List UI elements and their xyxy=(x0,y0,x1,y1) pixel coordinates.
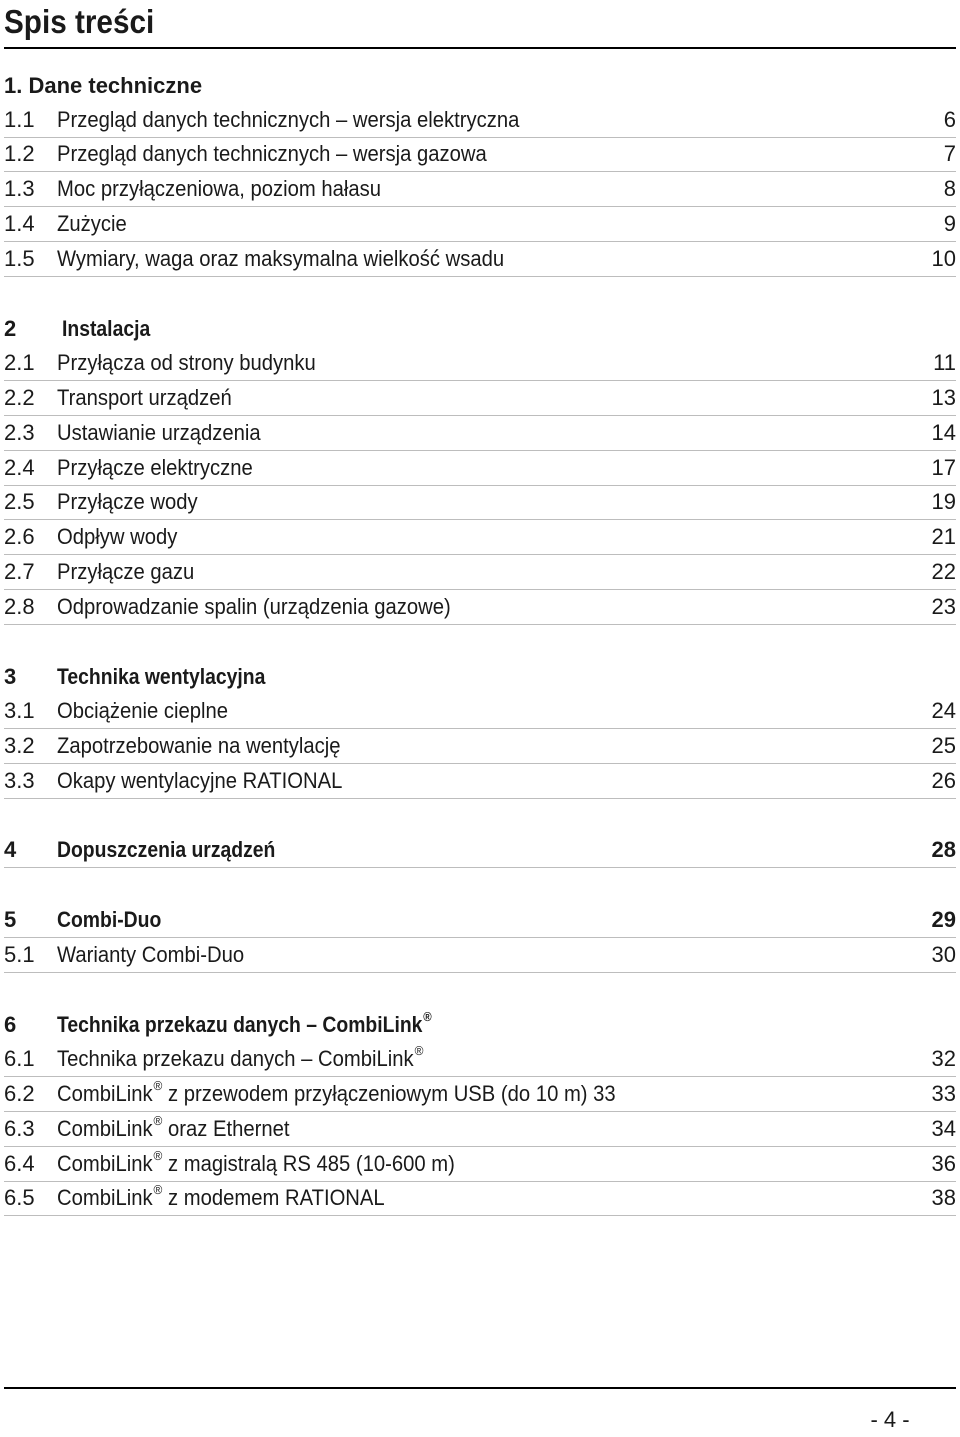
toc-entry-page: 9 xyxy=(943,210,956,236)
toc-entry[interactable] xyxy=(4,1112,956,1147)
toc-entry-title xyxy=(57,559,194,585)
toc-entry-number: 2.8 xyxy=(4,593,35,619)
toc-entry-number: 1.1 xyxy=(4,106,35,132)
toc-entry-page: 14 xyxy=(931,419,956,445)
toc-entry[interactable] xyxy=(4,138,956,173)
toc-entry-title xyxy=(57,489,198,515)
toc-entry[interactable] xyxy=(4,486,956,521)
toc-entry-title xyxy=(57,1147,455,1177)
toc-entry-title-text: Przyłącze elektryczne xyxy=(57,454,253,480)
toc-entry-title-text: Przegląd danych technicznych – wersja gazowa xyxy=(57,141,487,167)
toc-entry-title xyxy=(57,733,341,759)
toc-entry-number: 1.4 xyxy=(4,210,35,236)
toc-entry-title-text: Obciążenie cieplne xyxy=(57,698,229,724)
toc-entry-number: 1.3 xyxy=(4,176,35,202)
toc-entry-title xyxy=(57,1009,432,1038)
toc-section-heading[interactable] xyxy=(4,68,956,103)
toc-section-heading[interactable] xyxy=(4,312,956,347)
toc-entry-number: 2 xyxy=(4,316,17,342)
toc-entry-title-text: Instalacja xyxy=(62,316,151,342)
toc-entry-number: 1.2 xyxy=(4,141,35,167)
toc-entry-title-text: Dopuszczenia urządzeń xyxy=(57,837,276,863)
toc-entry[interactable] xyxy=(4,103,956,138)
toc-entry-page: 22 xyxy=(931,558,956,584)
toc-entry-title-suffix: oraz Ethernet xyxy=(162,1115,290,1141)
toc-entry-title-text: CombiLink xyxy=(57,1185,153,1211)
title-divider xyxy=(4,47,956,49)
toc-entry-number: 3.3 xyxy=(4,767,35,793)
toc-entry[interactable] xyxy=(4,555,956,590)
toc-entry-page: 28 xyxy=(931,837,956,863)
toc-entry-title xyxy=(57,698,228,724)
toc-entry-title-text: CombiLink xyxy=(57,1115,153,1141)
toc-entry-page: 32 xyxy=(931,1046,956,1072)
toc-spacer xyxy=(4,625,956,660)
toc-entry-number: 6.2 xyxy=(4,1080,35,1106)
toc-entry[interactable] xyxy=(4,242,956,277)
toc-spacer xyxy=(4,868,956,903)
toc-entry-number: 2.4 xyxy=(4,454,35,480)
toc-entry-title-text: Wymiary, waga oraz maksymalna wielkość wsadu xyxy=(57,245,505,271)
toc-entry-number: 1.5 xyxy=(4,245,35,271)
toc-entry-title-text: Przyłącze wody xyxy=(57,489,198,515)
toc-entry-title xyxy=(57,594,451,620)
toc-entry-number: 6.1 xyxy=(4,1046,35,1072)
toc-entry[interactable] xyxy=(4,1042,956,1077)
toc-entry-title xyxy=(57,420,261,446)
toc-entry-title xyxy=(57,176,381,202)
toc-entry-title-suffix: z modemem RATIONAL xyxy=(162,1185,385,1211)
toc-entry-number: 6 xyxy=(4,1012,17,1038)
toc-entry-title-text: Technika przekazu danych – CombiLink xyxy=(57,1046,414,1072)
toc-entry-number: 4 xyxy=(4,837,17,863)
toc-entry-page: 34 xyxy=(931,1115,956,1141)
toc-entry-title xyxy=(57,1043,424,1072)
registered-mark: ® xyxy=(153,1182,163,1198)
toc-section-heading[interactable] xyxy=(4,660,956,695)
toc-entry-number: 2.7 xyxy=(4,558,35,584)
toc-entry[interactable] xyxy=(4,1182,956,1217)
toc-entry-number: 6.3 xyxy=(4,1115,35,1141)
toc-entry[interactable] xyxy=(4,938,956,973)
toc-entry-title-text: CombiLink xyxy=(57,1080,153,1106)
toc-entry-number: 1. Dane techniczne xyxy=(4,72,203,98)
registered-mark: ® xyxy=(414,1043,424,1059)
toc-entry-title-text: Okapy wentylacyjne RATIONAL xyxy=(57,767,343,793)
page-title: Spis treści xyxy=(4,3,155,40)
toc-entry-title-text: CombiLink xyxy=(57,1150,153,1176)
toc-entry[interactable] xyxy=(4,381,956,416)
footer-divider xyxy=(4,1387,956,1389)
toc-entry-title-text: Moc przyłączeniowa, poziom hałasu xyxy=(57,176,381,202)
toc-entry-title-suffix: z magistralą RS 485 (10-600 m) xyxy=(162,1150,455,1176)
toc-entry-number: 3.1 xyxy=(4,698,35,724)
toc-entry-title xyxy=(57,524,177,550)
toc-entry-title xyxy=(57,455,253,481)
toc-entry-page: 26 xyxy=(931,767,956,793)
toc-entry-number: 2.3 xyxy=(4,419,35,445)
toc-entry-title xyxy=(62,316,150,342)
toc-entry-number: 3 xyxy=(4,664,17,690)
toc-entry-title xyxy=(57,907,161,933)
toc-entry-number: 2.1 xyxy=(4,350,35,376)
toc-entry[interactable] xyxy=(4,1077,956,1112)
toc-entry-title xyxy=(57,1182,385,1211)
toc-entry-title-text: Technika przekazu danych – CombiLink xyxy=(57,1012,423,1038)
toc-entry-title xyxy=(57,664,265,690)
toc-entry-title-suffix: z przewodem przyłączeniowym USB (do 10 m) 33 xyxy=(162,1080,616,1106)
toc-entry-page: 36 xyxy=(931,1150,956,1176)
toc-entry-number: 5.1 xyxy=(4,941,35,967)
toc-entry[interactable] xyxy=(4,520,956,555)
toc-entry-page: 38 xyxy=(931,1185,956,1211)
toc-entry[interactable] xyxy=(4,590,956,625)
toc-entry-title xyxy=(57,1112,290,1142)
toc-entry-page: 13 xyxy=(931,384,956,410)
toc-entry-page: 10 xyxy=(931,245,956,271)
toc-entry-page: 17 xyxy=(931,454,956,480)
registered-mark: ® xyxy=(153,1112,163,1128)
toc-section-heading[interactable] xyxy=(4,1008,956,1043)
toc-entry-title xyxy=(57,385,232,411)
toc-entry-title-text: Technika wentylacyjna xyxy=(57,664,266,690)
toc-entry-page: 24 xyxy=(931,698,956,724)
toc-entry-number: 3.2 xyxy=(4,732,35,758)
toc-entry-page: 33 xyxy=(931,1080,956,1106)
toc-entry[interactable] xyxy=(4,416,956,451)
toc-entry-number: 6.4 xyxy=(4,1150,35,1176)
toc-entry-title xyxy=(57,246,504,272)
toc-entry-title-text: Combi-Duo xyxy=(57,906,162,932)
toc-spacer xyxy=(4,973,956,1008)
toc-entry-title-text: Przyłącza od strony budynku xyxy=(57,350,316,376)
toc-spacer xyxy=(4,799,956,834)
toc-entry-page: 6 xyxy=(943,106,956,132)
registered-mark: ® xyxy=(153,1077,163,1093)
toc-entry[interactable] xyxy=(4,346,956,381)
toc-section-heading[interactable] xyxy=(4,903,956,938)
toc-entry-title-text: Odpływ wody xyxy=(57,524,178,550)
toc-entry[interactable] xyxy=(4,172,956,207)
toc-entry-number: 2.6 xyxy=(4,524,35,550)
toc-entry[interactable] xyxy=(4,729,956,764)
toc-entry[interactable] xyxy=(4,207,956,242)
toc-entry-title xyxy=(57,768,342,794)
toc-entry-page: 25 xyxy=(931,732,956,758)
toc-entry-title-text: Odprowadzanie spalin (urządzenia gazowe) xyxy=(57,593,451,619)
toc-entry-title-text: Zapotrzebowanie na wentylację xyxy=(57,732,341,758)
toc-entry-title xyxy=(57,107,519,133)
toc-entry-page: 8 xyxy=(943,176,956,202)
toc-entry-title-text: Przegląd danych technicznych – wersja elektryczna xyxy=(57,106,520,132)
toc-entry-title-text: Przyłącze gazu xyxy=(57,558,195,584)
toc-entry-title xyxy=(57,837,275,863)
toc-entry-title xyxy=(57,1077,616,1107)
toc-entry-page: 30 xyxy=(931,941,956,967)
toc-entry-title xyxy=(57,211,127,237)
toc-entry-page: 29 xyxy=(931,906,956,932)
toc-entry-number: 2.5 xyxy=(4,489,35,515)
toc-spacer xyxy=(4,277,956,312)
registered-mark: ® xyxy=(423,1009,432,1025)
page-number: - 4 - xyxy=(870,1407,910,1432)
toc-entry-number: 6.5 xyxy=(4,1185,35,1211)
toc-entry-page: 19 xyxy=(931,489,956,515)
toc-entry-page: 23 xyxy=(931,593,956,619)
toc-entry-title-text: Zużycie xyxy=(57,210,127,236)
toc-entry[interactable] xyxy=(4,764,956,799)
toc-entry-title-text: Warianty Combi-Duo xyxy=(57,941,245,967)
toc-entry-title xyxy=(57,350,316,376)
toc-entry[interactable] xyxy=(4,1147,956,1182)
toc-entry[interactable] xyxy=(4,694,956,729)
toc-entry[interactable] xyxy=(4,451,956,486)
toc-entry-page: 21 xyxy=(931,524,956,550)
toc-entry-title xyxy=(57,942,244,968)
toc-entry-title xyxy=(57,141,487,167)
table-of-contents xyxy=(4,68,956,1216)
toc-entry-title-text: Transport urządzeń xyxy=(57,384,232,410)
toc-entry-title-text: Ustawianie urządzenia xyxy=(57,419,261,445)
toc-section-heading[interactable] xyxy=(4,834,956,869)
toc-entry-number: 5 xyxy=(4,906,17,932)
toc-entry-page: 11 xyxy=(933,350,956,376)
toc-entry-number: 2.2 xyxy=(4,384,35,410)
toc-entry-page: 7 xyxy=(943,141,956,167)
registered-mark: ® xyxy=(153,1147,163,1163)
